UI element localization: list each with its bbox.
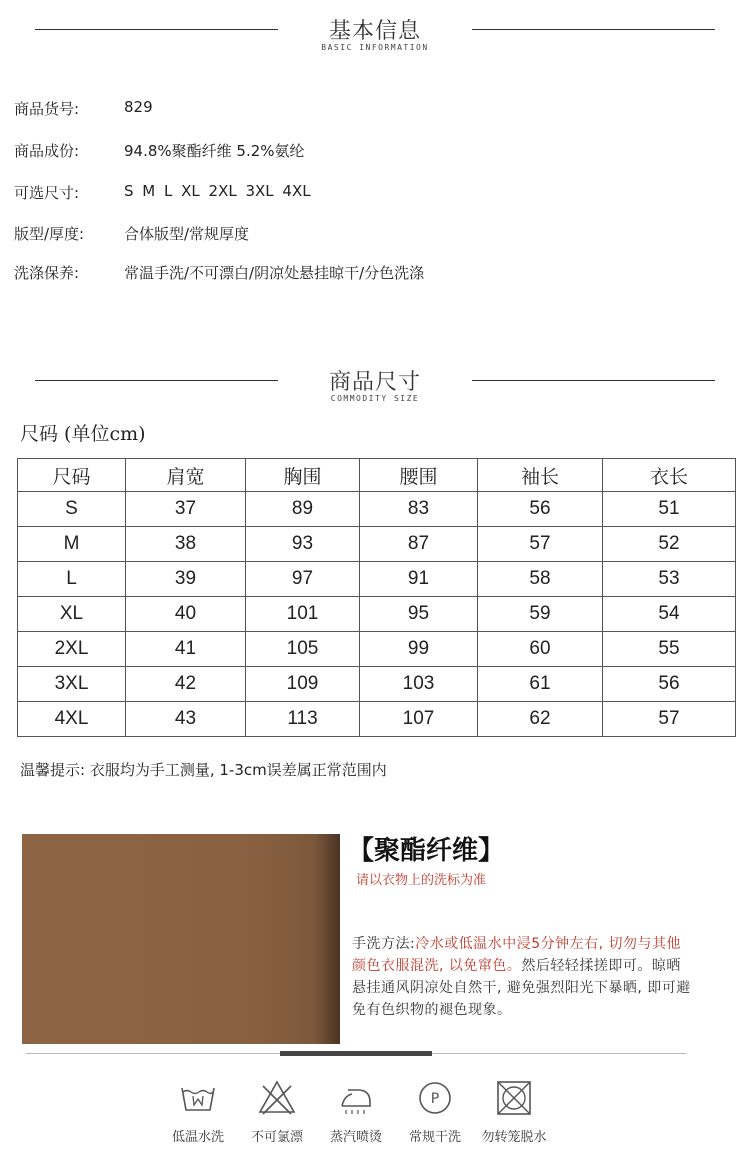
size-subtitle: COMMODITY SIZE bbox=[330, 394, 420, 403]
fabric-subtitle: 请以衣物上的洗标为准 bbox=[356, 873, 487, 888]
table-cell: L bbox=[18, 562, 126, 597]
table-cell: 3XL bbox=[18, 667, 126, 702]
info-label: 商品成份: bbox=[14, 142, 80, 160]
table-cell: M bbox=[18, 527, 126, 562]
info-value: S M L XL 2XL 3XL 4XL bbox=[124, 182, 311, 200]
table-cell: 37 bbox=[126, 492, 246, 527]
care-label: 低温水洗 bbox=[171, 1130, 224, 1145]
no-tumble-dry-icon bbox=[494, 1078, 534, 1118]
table-row bbox=[18, 597, 736, 632]
table-header-cell: 腰围 bbox=[360, 459, 478, 492]
table-cell: 109 bbox=[246, 667, 360, 702]
info-label: 可选尺寸: bbox=[14, 184, 80, 202]
table-cell: 101 bbox=[246, 597, 360, 632]
table-row bbox=[18, 562, 736, 597]
fabric-title: 【聚酯纤维】 bbox=[348, 836, 505, 866]
care-label: 勿转笼脱水 bbox=[481, 1130, 547, 1145]
info-value: 829 bbox=[124, 98, 153, 116]
table-cell: 40 bbox=[126, 597, 246, 632]
table-cell: 61 bbox=[478, 667, 603, 702]
care-label: 不可氯漂 bbox=[250, 1130, 303, 1145]
table-cell: 113 bbox=[246, 702, 360, 737]
table-row bbox=[18, 667, 736, 702]
steam-iron-icon bbox=[336, 1078, 376, 1118]
table-cell: 97 bbox=[246, 562, 360, 597]
table-cell: 83 bbox=[360, 492, 478, 527]
divider-accent bbox=[280, 1051, 432, 1056]
table-cell: 52 bbox=[603, 527, 736, 562]
svg-text:P: P bbox=[430, 1091, 440, 1107]
table-cell: 57 bbox=[603, 702, 736, 737]
care-item-steam-iron bbox=[316, 1078, 396, 1158]
size-title: 商品尺寸 bbox=[328, 370, 421, 395]
table-cell: 93 bbox=[246, 527, 360, 562]
table-cell: 57 bbox=[478, 527, 603, 562]
table-cell: 55 bbox=[603, 632, 736, 667]
table-cell: 95 bbox=[360, 597, 478, 632]
table-cell: 99 bbox=[360, 632, 478, 667]
table-cell: 54 bbox=[603, 597, 736, 632]
table-cell: 60 bbox=[478, 632, 603, 667]
table-cell: 87 bbox=[360, 527, 478, 562]
wash-details: 然后轻轻揉搓即可。晾晒悬挂通风阴凉处自然干, 避免强烈阳光下暴晒, 即可避免有色织物的褪色现象。 bbox=[352, 958, 691, 1018]
table-cell: XL bbox=[18, 597, 126, 632]
table-cell: 89 bbox=[246, 492, 360, 527]
table-cell: 41 bbox=[126, 632, 246, 667]
table-row bbox=[18, 527, 736, 562]
table-cell: S bbox=[18, 492, 126, 527]
care-label: 蒸汽喷烫 bbox=[329, 1130, 382, 1145]
table-row bbox=[18, 632, 736, 667]
table-cell: 58 bbox=[478, 562, 603, 597]
care-item-dry-clean bbox=[395, 1078, 475, 1158]
table-header-cell: 肩宽 bbox=[126, 459, 246, 492]
info-label: 商品货号: bbox=[14, 100, 80, 118]
table-cell: 39 bbox=[126, 562, 246, 597]
basic-info-title: 基本信息 bbox=[328, 19, 421, 44]
table-row bbox=[18, 492, 736, 527]
table-cell: 105 bbox=[246, 632, 360, 667]
table-cell: 62 bbox=[478, 702, 603, 737]
table-cell: 51 bbox=[603, 492, 736, 527]
care-item-no-bleach bbox=[237, 1078, 317, 1158]
table-cell: 42 bbox=[126, 667, 246, 702]
size-header bbox=[0, 363, 750, 423]
care-label: 常规干洗 bbox=[408, 1130, 461, 1145]
size-table bbox=[17, 458, 736, 737]
measurement-tip: 温馨提示: 衣服均为手工测量, 1-3cm误差属正常范围内 bbox=[20, 761, 387, 779]
info-value: 合体版型/常规厚度 bbox=[124, 225, 250, 243]
info-label: 洗涤保养: bbox=[14, 264, 80, 282]
size-caption: 尺码 (单位cm) bbox=[20, 423, 146, 445]
basic-info-subtitle: BASIC INFORMATION bbox=[321, 43, 429, 52]
info-value: 常温手洗/不可漂白/阴凉处悬挂晾干/分色洗涤 bbox=[124, 264, 425, 282]
wash-label: 手洗方法: bbox=[352, 936, 416, 952]
table-cell: 107 bbox=[360, 702, 478, 737]
basic-info-header bbox=[0, 12, 750, 72]
table-header-cell: 尺码 bbox=[18, 459, 126, 492]
info-label: 版型/厚度: bbox=[14, 225, 85, 243]
table-cell: 59 bbox=[478, 597, 603, 632]
table-row bbox=[18, 702, 736, 737]
info-value: 94.8%聚酯纤维 5.2%氨纶 bbox=[124, 142, 305, 160]
wash-warning: 冷水或低温水中浸5分钟左右, 切勿与其他颜色衣服混洗, 以免窜色。 bbox=[352, 936, 682, 974]
dry-clean-icon bbox=[415, 1078, 455, 1118]
table-header-cell: 衣长 bbox=[603, 459, 736, 492]
fabric-swatch-image bbox=[22, 834, 340, 1044]
table-cell: 91 bbox=[360, 562, 478, 597]
table-cell: 4XL bbox=[18, 702, 126, 737]
low-temp-wash-icon bbox=[178, 1078, 218, 1118]
table-cell: 56 bbox=[478, 492, 603, 527]
table-header-cell: 胸围 bbox=[246, 459, 360, 492]
table-cell: 2XL bbox=[18, 632, 126, 667]
table-cell: 53 bbox=[603, 562, 736, 597]
care-item-low-temp-wash bbox=[158, 1078, 238, 1158]
care-item-no-tumble-dry bbox=[474, 1078, 554, 1158]
table-cell: 103 bbox=[360, 667, 478, 702]
table-cell: 56 bbox=[603, 667, 736, 702]
table-header-row bbox=[18, 459, 736, 492]
wash-instructions bbox=[352, 933, 692, 1021]
table-header-cell: 袖长 bbox=[478, 459, 603, 492]
table-cell: 43 bbox=[126, 702, 246, 737]
table-cell: 38 bbox=[126, 527, 246, 562]
no-bleach-icon bbox=[257, 1078, 297, 1118]
